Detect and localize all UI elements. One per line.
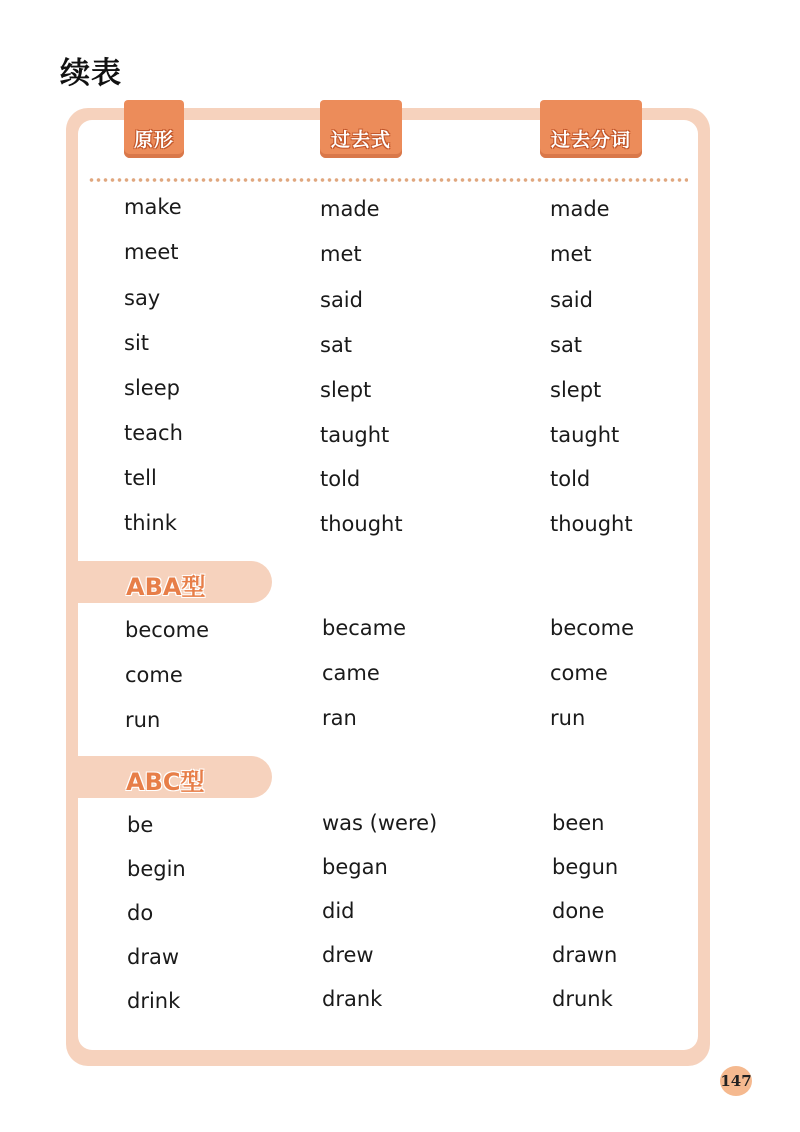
past-form: ran bbox=[322, 706, 357, 730]
past-form: was (were) bbox=[322, 811, 438, 835]
base-form: become bbox=[125, 618, 210, 642]
base-form: be bbox=[127, 813, 154, 837]
past-participle-form: come bbox=[550, 661, 608, 685]
page-heading: 续表 bbox=[60, 56, 122, 91]
past-participle-form: run bbox=[550, 706, 586, 730]
base-form: do bbox=[127, 901, 154, 925]
base-form: meet bbox=[124, 240, 179, 264]
past-form: began bbox=[322, 855, 388, 879]
base-form: say bbox=[124, 286, 161, 310]
past-participle-form: slept bbox=[550, 378, 602, 402]
past-form: drank bbox=[322, 987, 383, 1011]
column-header-past-participle bbox=[540, 100, 642, 158]
past-participle-form: drunk bbox=[552, 987, 613, 1011]
base-form: tell bbox=[124, 466, 157, 490]
section-banner-aba-label: ABA型 bbox=[126, 573, 206, 601]
page-number: 147 bbox=[720, 1066, 752, 1096]
past-form: told bbox=[320, 467, 361, 491]
past-form: became bbox=[322, 616, 407, 640]
section-banner-aba bbox=[78, 561, 272, 603]
past-participle-form: made bbox=[550, 197, 610, 221]
base-form: come bbox=[125, 663, 183, 687]
base-form: begin bbox=[127, 857, 186, 881]
past-form: made bbox=[320, 197, 380, 221]
base-form: run bbox=[125, 708, 161, 732]
past-participle-form: thought bbox=[550, 512, 633, 536]
past-participle-form: sat bbox=[550, 333, 583, 357]
past-form: came bbox=[322, 661, 380, 685]
past-form: thought bbox=[320, 512, 403, 536]
column-header-base bbox=[124, 100, 184, 158]
past-form: said bbox=[320, 288, 363, 312]
past-form: taught bbox=[320, 423, 390, 447]
past-participle-form: done bbox=[552, 899, 605, 923]
past-form: sat bbox=[320, 333, 353, 357]
base-form: think bbox=[124, 511, 177, 535]
column-header-past-participle-label: 过去分词 bbox=[550, 129, 631, 151]
section-banner-abc-label: ABC型 bbox=[126, 768, 205, 796]
past-form: slept bbox=[320, 378, 372, 402]
past-form: drew bbox=[322, 943, 374, 967]
past-participle-form: taught bbox=[550, 423, 620, 447]
past-participle-form: met bbox=[550, 242, 592, 266]
base-form: make bbox=[124, 195, 182, 219]
column-header-past-label: 过去式 bbox=[330, 129, 391, 151]
base-form: sit bbox=[124, 331, 150, 355]
past-participle-form: told bbox=[550, 467, 591, 491]
past-participle-form: become bbox=[550, 616, 635, 640]
base-form: sleep bbox=[124, 376, 180, 400]
section-banner-abc bbox=[78, 756, 272, 798]
past-participle-form: drawn bbox=[552, 943, 618, 967]
past-participle-form: begun bbox=[552, 855, 619, 879]
past-form: did bbox=[322, 899, 355, 923]
past-form: met bbox=[320, 242, 362, 266]
past-participle-form: said bbox=[550, 288, 593, 312]
base-form: draw bbox=[127, 945, 180, 969]
past-participle-form: been bbox=[552, 811, 605, 835]
dotted-divider bbox=[88, 177, 688, 183]
base-form: teach bbox=[124, 421, 183, 445]
column-header-base-label: 原形 bbox=[133, 129, 174, 151]
column-header-past bbox=[320, 100, 402, 158]
base-form: drink bbox=[127, 989, 181, 1013]
